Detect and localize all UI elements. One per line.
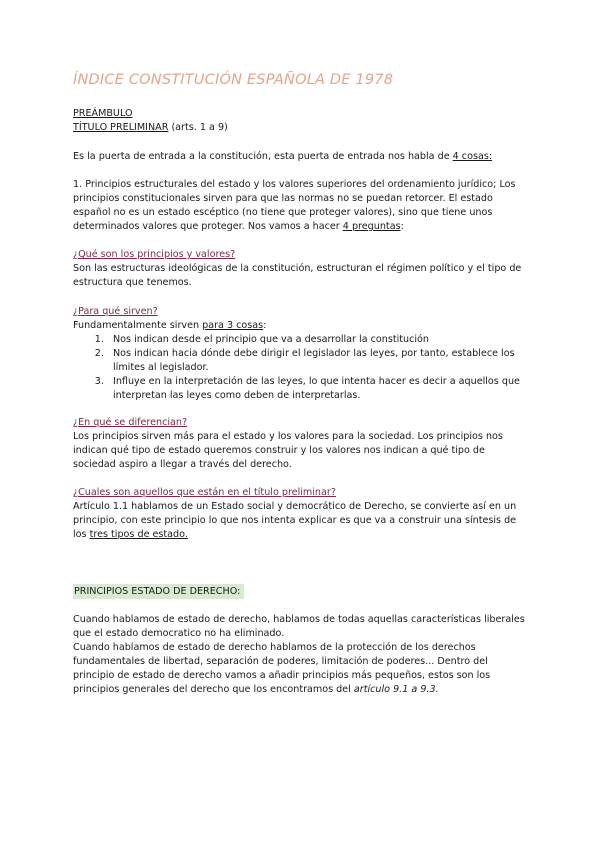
answer-4-underlined: tres tipos de estado. — [89, 529, 188, 540]
document-title: ÍNDICE CONSTITUCIÓN ESPAÑOLA DE 1978 — [73, 72, 394, 88]
section-heading-block — [73, 585, 528, 599]
question-3-block — [73, 416, 528, 472]
principles-text: 1. Principios estructurales del estado y los valores superiores del ordenamiento jurídico; Los principios constitucionales sirven para que las normas no se puedan retorcer. El estado español no es un estado escéptico (no tiene que proteger valores), sino que tiene unos determinados valores que proteger. Nos vamos a hacer — [73, 179, 516, 232]
answer-2-text: Fundamentalmente sirven — [73, 320, 203, 331]
intro-paragraph — [73, 150, 528, 164]
header-block — [73, 107, 528, 135]
question-1: ¿Qué son los principios y valores? — [73, 249, 236, 260]
preambulo-heading: PREÁMBULO — [73, 108, 133, 119]
principles-paragraph — [73, 178, 528, 234]
principles-end: : — [400, 221, 404, 232]
section-body — [73, 613, 528, 697]
question-2-block — [73, 305, 528, 403]
answer-1: Son las estructuras ideológicas de la constitución, estructuran el régimen político y el tipo de estructura que tenemos. — [73, 263, 522, 288]
question-4-block — [73, 486, 528, 542]
section-paragraph-2-text: Cuando hablamos de estado de derecho hablamos de la protección de los derechos fundamentales de libertad, separación de poderes, limitación de poderes... Dentro del principio de estado de derecho vamos a añadir principios más pequeños, estos son los principios generales del derecho que los encontramos del — [73, 642, 491, 695]
article-reference: artículo 9.1 a 9.3. — [353, 684, 439, 695]
answer-2-underlined: para 3 cosas — [202, 320, 264, 331]
section-heading: PRINCIPIOS ESTADO DE DERECHO: — [73, 584, 244, 599]
answer-4 — [73, 500, 528, 542]
answer-3: Los principios sirven más para el estado y los valores para la sociedad. Los principios nos indican qué tipo de estado queremos construir y los valores nos indican a qué tipo de sociedad aspiro a llegar a través del derecho. — [73, 431, 503, 470]
intro-underlined: 4 cosas: — [452, 151, 493, 162]
question-2: ¿Para qué sirven? — [73, 306, 158, 317]
titulo-preliminar-heading: TÍTULO PRELIMINAR — [73, 122, 169, 133]
list-item: 3. Influye en la interpretación de las leyes, lo que intenta hacer es decir a aquellos que interpretan las leyes como deben de interpretarlas. — [107, 375, 528, 403]
question-4: ¿Cuales son aquellos que están en el título preliminar? — [73, 487, 336, 498]
section-paragraph-2 — [73, 641, 528, 697]
answer-4-text: Artículo 1.1 hablamos de un Estado social y democrático de Derecho, se convierte así en un principio, con este principio lo que nos intenta explicar es que va a construir una síntesis de los — [73, 501, 517, 540]
answer-2-end: : — [263, 320, 267, 331]
principles-underlined: 4 preguntas — [342, 221, 401, 232]
titulo-preliminar-line — [73, 121, 528, 135]
list-item: 2. Nos indican hacia dónde debe dirigir el legislador las leyes, por tanto, establece los límites al legislador. — [107, 347, 528, 375]
titulo-preliminar-arts: (arts. 1 a 9) — [168, 122, 228, 133]
intro-text: Es la puerta de entrada a la constitución, esta puerta de entrada nos habla de — [73, 151, 453, 162]
question-1-block — [73, 248, 528, 290]
question-3: ¿En qué se diferencian? — [73, 417, 188, 428]
list-item: 1. Nos indican desde el principio que va a desarrollar la constitución — [107, 333, 528, 347]
answer-2-intro — [73, 319, 528, 333]
section-paragraph-1: Cuando hablamos de estado de derecho, hablamos de todas aquellas características liberales que el estado democratico no ha eliminado. — [73, 614, 525, 639]
answer-2-list — [73, 333, 528, 403]
